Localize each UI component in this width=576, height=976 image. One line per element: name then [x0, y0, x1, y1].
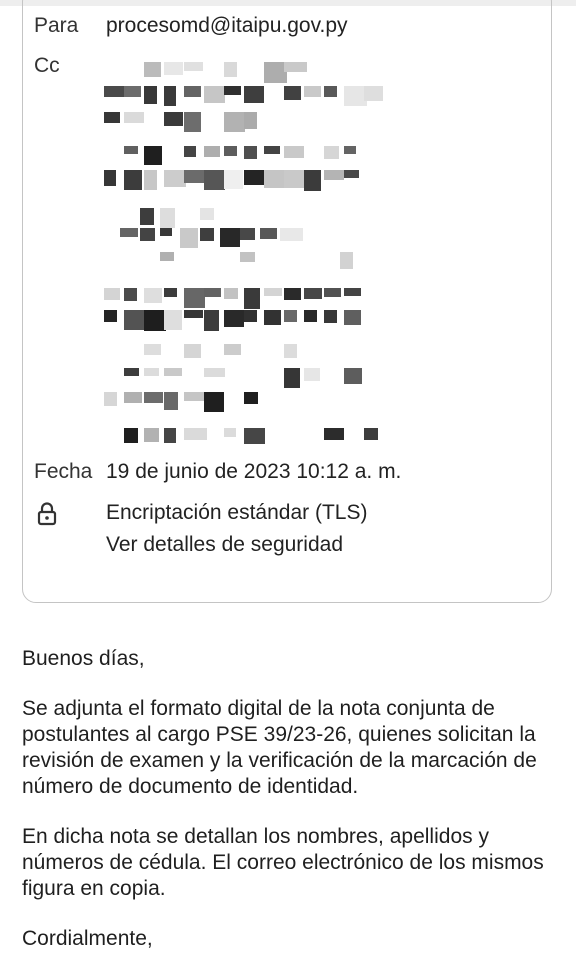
- redaction-block: [344, 146, 356, 154]
- redaction-block: [160, 252, 174, 261]
- redaction-block: [240, 252, 255, 262]
- redaction-block: [284, 146, 304, 158]
- redaction-block: [304, 310, 317, 322]
- date-label: Fecha: [34, 460, 93, 483]
- redaction-block: [284, 288, 301, 300]
- redaction-block: [144, 170, 157, 190]
- redaction-block: [204, 170, 225, 190]
- redaction-block: [244, 146, 257, 159]
- redaction-block: [224, 170, 243, 189]
- redaction-block: [164, 310, 182, 330]
- redaction-block: [244, 310, 257, 322]
- redaction-block: [364, 428, 378, 440]
- redaction-block: [184, 112, 201, 132]
- redaction-block: [124, 288, 137, 301]
- redaction-block: [304, 170, 321, 191]
- redaction-block: [104, 112, 120, 123]
- redaction-block: [224, 112, 245, 132]
- redaction-block: [324, 170, 344, 180]
- redaction-block: [204, 86, 225, 103]
- redaction-block: [224, 344, 241, 355]
- redaction-block: [104, 288, 120, 300]
- redaction-block: [164, 86, 176, 106]
- redaction-block: [124, 428, 138, 443]
- redaction-block: [264, 146, 280, 154]
- redaction-block: [164, 392, 178, 410]
- redaction-block: [104, 86, 124, 97]
- redaction-block: [284, 170, 306, 188]
- redaction-block: [244, 112, 257, 129]
- redaction-block: [204, 392, 224, 412]
- redaction-block: [324, 288, 341, 297]
- redaction-block: [204, 288, 221, 297]
- lock-icon: [36, 501, 58, 527]
- redaction-block: [324, 86, 337, 97]
- redaction-block: [184, 392, 206, 401]
- redaction-block: [184, 146, 196, 157]
- redaction-block: [164, 368, 182, 376]
- redaction-block: [144, 344, 161, 355]
- redaction-block: [140, 208, 154, 225]
- redaction-block: [224, 62, 237, 77]
- redaction-block: [164, 428, 176, 443]
- redaction-block: [220, 228, 240, 247]
- redaction-block: [204, 310, 219, 331]
- redaction-block: [144, 288, 162, 303]
- redaction-block: [224, 310, 244, 327]
- redaction-block: [120, 228, 138, 237]
- redaction-block: [284, 310, 297, 322]
- redaction-block: [284, 62, 307, 72]
- redaction-block: [104, 392, 117, 406]
- redaction-block: [364, 86, 383, 101]
- redaction-block: [124, 368, 139, 376]
- redaction-block: [124, 112, 144, 123]
- redaction-block: [164, 62, 183, 75]
- redaction-block: [240, 228, 255, 240]
- redaction-block: [264, 310, 281, 325]
- redaction-block: [184, 288, 205, 308]
- redaction-block: [284, 368, 300, 388]
- redaction-block: [284, 344, 297, 358]
- redaction-block: [180, 228, 198, 248]
- to-value[interactable]: procesomd@itaipu.gov.py: [106, 14, 348, 37]
- redaction-block: [244, 288, 260, 309]
- redaction-block: [164, 112, 183, 126]
- redaction-block: [204, 146, 220, 157]
- body-paragraph-1: Se adjunta el formato digital de la nota conjunta de postulantes al cargo PSE 39/23-26, quienes solicitan la revisión de examen y la verificación de la marcación de número de documento de identidad.: [22, 697, 537, 798]
- security-details-link[interactable]: Ver detalles de seguridad: [106, 533, 343, 556]
- redaction-block: [184, 344, 201, 358]
- date-value: 19 de junio de 2023 10:12 a. m.: [106, 460, 402, 483]
- redaction-block: [184, 170, 206, 183]
- redaction-block: [104, 310, 117, 322]
- redaction-block: [344, 288, 361, 296]
- redaction-block: [164, 170, 186, 187]
- redaction-block: [244, 86, 264, 103]
- body-paragraph-2: En dicha nota se detallan los nombres, apellidos y números de cédula. El correo electrónico de los mismos figura en copia.: [22, 825, 544, 900]
- redaction-block: [344, 170, 359, 178]
- redaction-block: [324, 310, 337, 323]
- redaction-block: [184, 428, 207, 440]
- redaction-block: [244, 428, 265, 444]
- redaction-block: [160, 208, 175, 228]
- to-label: Para: [34, 14, 79, 37]
- redaction-block: [260, 228, 277, 239]
- redaction-block: [284, 86, 301, 100]
- redaction-block: [184, 86, 201, 97]
- redaction-block: [340, 252, 353, 269]
- redaction-block: [160, 228, 172, 236]
- redaction-block: [324, 428, 344, 440]
- redaction-block: [224, 86, 241, 95]
- redaction-block: [224, 428, 236, 437]
- cc-recipients-redacted: [0, 0, 576, 460]
- redaction-block: [204, 368, 225, 377]
- redaction-block: [304, 86, 321, 97]
- closing: Cordialmente,: [22, 927, 153, 950]
- redaction-block: [264, 170, 285, 188]
- email-body: [22, 646, 558, 976]
- redaction-block: [280, 228, 303, 241]
- redaction-block: [324, 146, 339, 159]
- redaction-block: [144, 368, 159, 376]
- security-label: Encriptación estándar (TLS): [106, 501, 368, 524]
- redaction-block: [264, 288, 282, 296]
- redaction-block: [144, 86, 157, 104]
- redaction-block: [200, 228, 214, 241]
- redaction-block: [140, 228, 155, 241]
- redaction-block: [144, 428, 159, 442]
- redaction-block: [344, 368, 362, 384]
- redaction-block: [304, 368, 320, 381]
- redaction-block: [104, 170, 116, 186]
- redaction-block: [224, 146, 237, 156]
- redaction-block: [124, 86, 141, 97]
- redaction-block: [144, 310, 166, 331]
- redaction-block: [244, 392, 258, 404]
- redaction-block: [124, 392, 142, 403]
- redaction-block: [124, 170, 142, 190]
- redaction-block: [144, 146, 162, 165]
- redaction-block: [124, 146, 138, 154]
- greeting: Buenos días,: [22, 647, 145, 670]
- redaction-block: [144, 392, 163, 403]
- redaction-block: [144, 62, 161, 77]
- redaction-block: [344, 310, 361, 325]
- redaction-block: [164, 288, 177, 297]
- redaction-block: [184, 62, 203, 71]
- redaction-block: [200, 208, 214, 220]
- cc-label: Cc: [34, 54, 60, 77]
- redaction-block: [184, 310, 203, 318]
- redaction-block: [224, 288, 238, 299]
- redaction-block: [304, 288, 322, 299]
